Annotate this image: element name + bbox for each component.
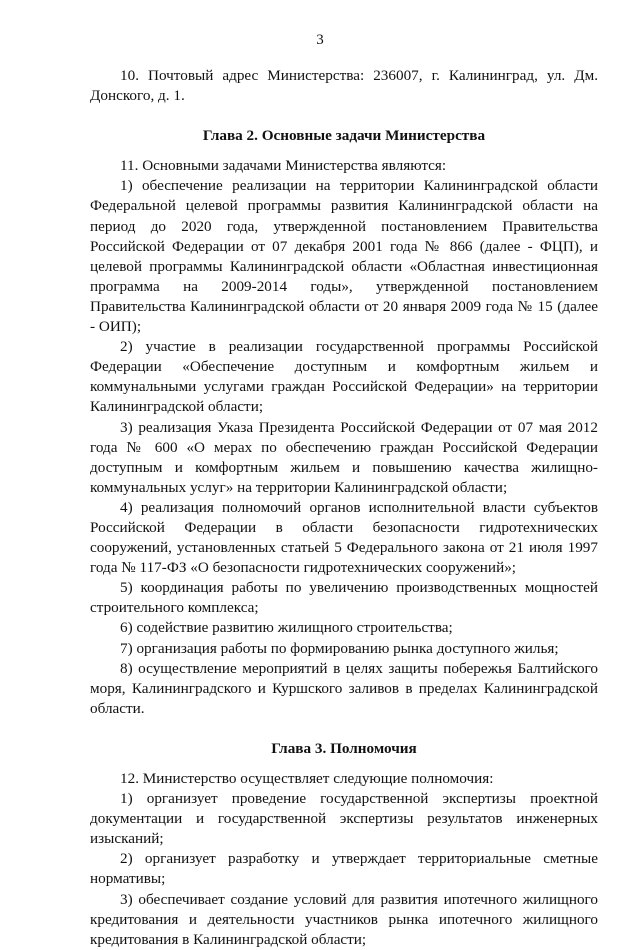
page-number: 3 — [316, 32, 324, 48]
chapter-2-paragraph: 4) реализация полномочий органов исполнительной власти субъектов Российской Федерации в области безопасности гидротехнических сооружений, установленных статьей 5 Федерального закона от 21 июля 1997 года № 117-ФЗ «О безопасности гидротехнических сооружений»; — [90, 498, 598, 577]
chapter-2-paragraph: 6) содействие развитию жилищного строительства; — [120, 619, 453, 637]
chapter-2-paragraph: 11. Основными задачами Министерства являются: — [120, 157, 447, 175]
chapter-3-paragraph: 3) обеспечивает создание условий для развития ипотечного жилищного кредитования и деятельности участников рынка ипотечного жилищного кредитования в Калининградской области; — [90, 890, 598, 948]
chapter-2-paragraph: 1) обеспечение реализации на территории Калининградской области Федеральной целевой программы развития Калининградской области на период до 2020 года, утвержденной постановлением Правительства Российской Федерации от 07 декабря 2001 года № 866 (далее - ФЦП), и целевой программы Калининградской области «Областная инвестиционная программа на 2009-2014 годы», утвержденной постановлением Правительства Калининградской области от 20 января 2009 года № 15 (далее - ОИП); — [90, 177, 598, 336]
chapter-3-paragraph: 1) организует проведение государственной экспертизы проектной документации и государственной экспертизы результатов инженерных изысканий; — [90, 790, 598, 848]
chapter-3-body — [90, 769, 598, 950]
chapter-2-title: Глава 2. Основные задачи Министерства — [202, 127, 486, 145]
chapter-3-paragraph: 12. Министерство осуществляет следующие полномочия: — [120, 770, 494, 787]
chapter-2-paragraph: 5) координация работы по увеличению производственных мощностей строительного комплекса; — [90, 579, 598, 617]
document-body — [90, 66, 598, 950]
chapter-2-paragraph: 7) организация работы по формированию рынка доступного жилья; — [120, 639, 559, 657]
chapter-2-paragraph: 2) участие в реализации государственной программы Российской Федерации «Обеспечение доступным и комфортным жильем и коммунальными услугами граждан Российской Федерации» на территории Калининградской области; — [90, 338, 598, 416]
chapter-3-title: Глава 3. Полномочия — [271, 739, 417, 757]
paragraph-10: 10. Почтовый адрес Министерства: 236007, г. Калининград, ул. Дм. Донского, д. 1. — [90, 67, 598, 105]
chapter-3-paragraph: 2) организует разработку и утверждает территориальные сметные нормативы; — [90, 850, 598, 888]
chapter-2-paragraph: 3) реализация Указа Президента Российской Федерации от 07 мая 2012 года № 600 «О мерах по обеспечению граждан Российской Федерации доступным и комфортным жильем и повышению качества жилищно-коммунальных услуг» на территории Калининградской области; — [90, 418, 598, 496]
chapter-2-paragraph: 8) осуществление мероприятий в целях защиты побережья Балтийского моря, Калининградского и Куршского заливов в пределах Калининградской области. — [90, 659, 598, 717]
chapter-2-body — [90, 156, 598, 719]
